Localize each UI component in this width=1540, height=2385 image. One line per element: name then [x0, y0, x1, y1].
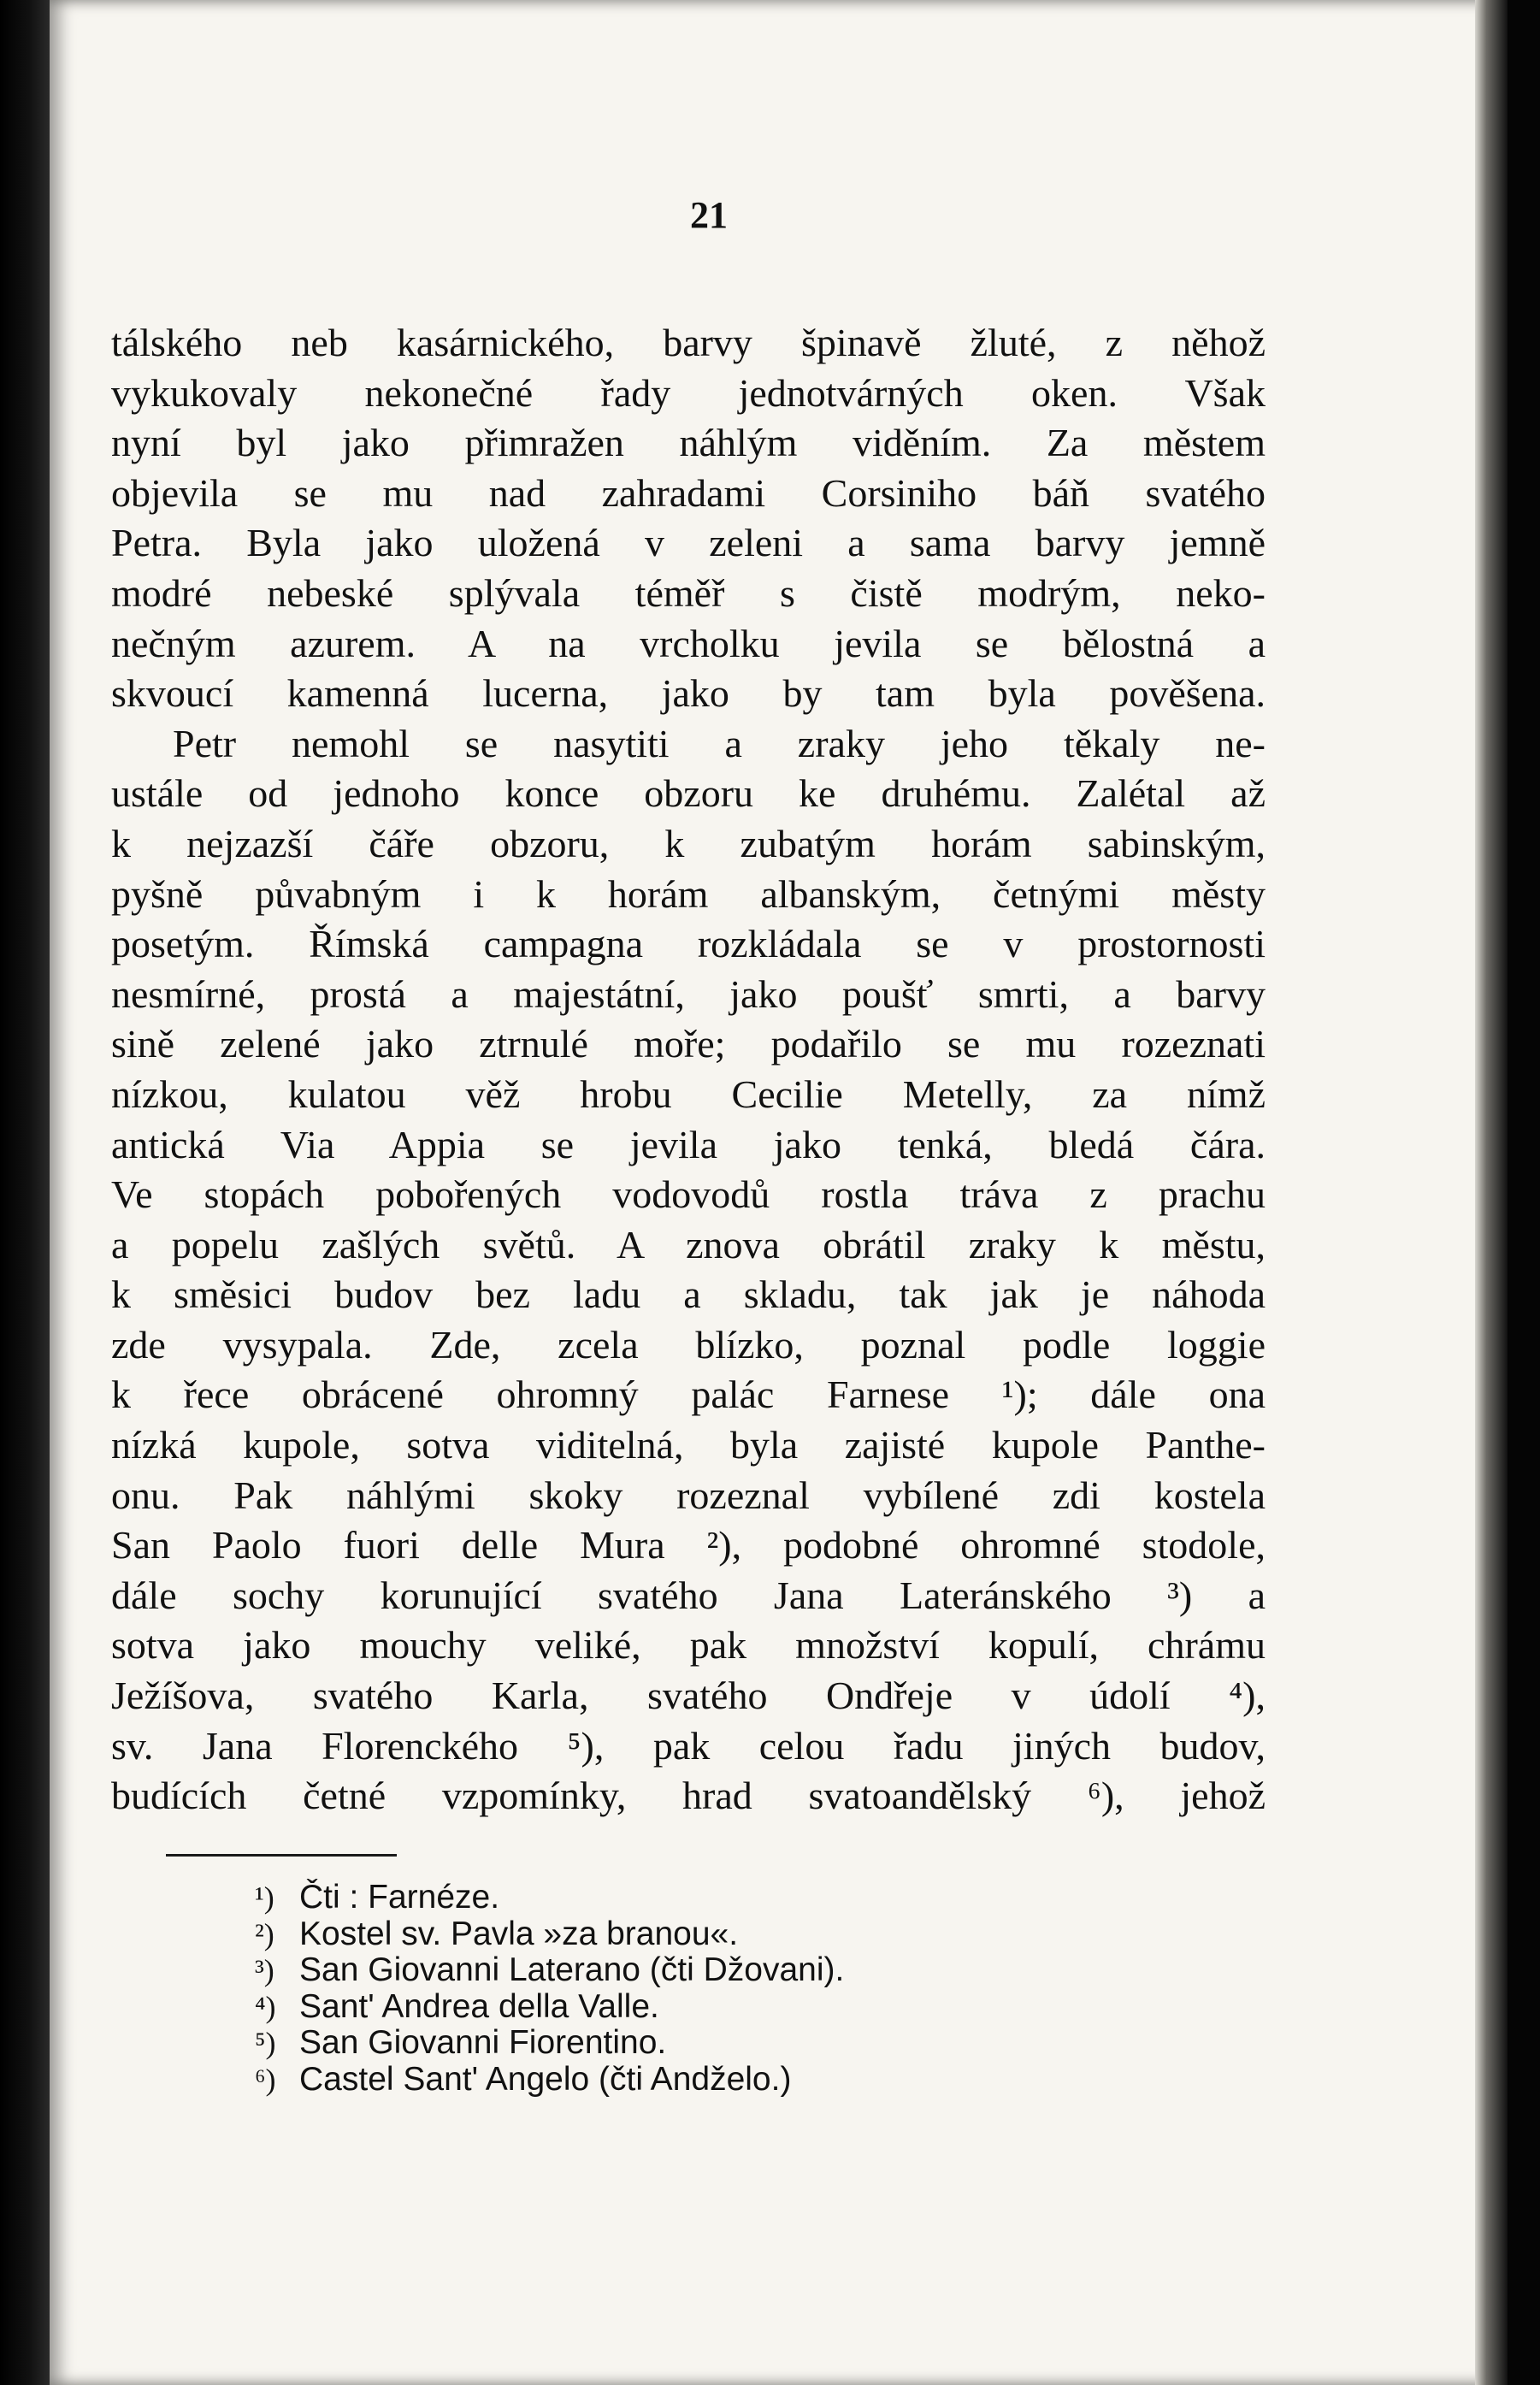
page-edge-shadow — [1475, 0, 1508, 2385]
footnote-mark: ³) — [255, 1953, 274, 1988]
text-line: dále sochy korunující svatého Jana Lateránského ³) a — [111, 1573, 1266, 1617]
text-line: pyšně půvabným i k horám albanským, četnými městy — [111, 871, 1266, 916]
text-line: k nejzazší čáře obzoru, k zubatým horám sabinským, — [111, 821, 1266, 865]
text-line: onu. Pak náhlými skoky rozeznal vybílené zdi kostela — [111, 1473, 1266, 1517]
footnote-mark: ⁴) — [255, 1989, 276, 2024]
footnote — [255, 1880, 1195, 1916]
footnote — [255, 1989, 1195, 2026]
book-page — [50, 0, 1508, 2385]
footnotes — [255, 1880, 1195, 2099]
text-line: vykukovaly nekonečné řady jednotvárných oken. Však — [111, 370, 1266, 415]
text-line: tálského neb kasárnického, barvy špinavě žluté, z něhož — [111, 321, 1266, 364]
footnote-text: Kostel sv. Pavla »za branou«. — [299, 1915, 739, 1952]
footnote-text: Sant' Andrea della Valle. — [299, 1987, 659, 2025]
text-line: San Paolo fuori delle Mura ²), podobné ohromné stodole, — [111, 1523, 1266, 1567]
text-line: nízkou, kulatou věž hrobu Cecilie Metelly, za nímž — [111, 1071, 1266, 1116]
text-line: skvoucí kamenná lucerna, jako by tam byla pověšena. — [111, 671, 1266, 716]
footnote-text: Čti : Farnéze. — [299, 1879, 500, 1916]
text-line: nečným azurem. A na vrcholku jevila se bělostná a — [111, 621, 1266, 665]
footnote-text: San Giovanni Laterano (čti Džovani). — [299, 1951, 845, 1989]
text-line: k směsici budov bez ladu a skladu, tak jak je náhoda — [111, 1272, 1266, 1317]
text-line: posetým. Římská campagna rozkládala se v prostornosti — [111, 922, 1266, 966]
page-number: 21 — [690, 194, 728, 236]
text-line: a popelu zašlých světů. A znova obrátil zraky k městu, — [111, 1222, 1266, 1266]
footnote-text: Castel Sant' Angelo (čti Andželo.) — [299, 2060, 792, 2098]
text-line: sině zelené jako ztrnulé moře; podařilo se mu rozeznati — [111, 1022, 1266, 1066]
text-line: nesmírné, prostá a majestátní, jako poušť smrti, a barvy — [111, 971, 1266, 1016]
footnote-mark: ²) — [255, 1916, 274, 1951]
footnote — [255, 2062, 1195, 2099]
text-line: zde vysypala. Zde, zcela blízko, poznal podle loggie — [111, 1322, 1266, 1367]
body-text — [111, 318, 1266, 1821]
text-line: modré nebeské splývala téměř s čistě modrým, neko- — [111, 570, 1266, 615]
text-line: Ježíšova, svatého Karla, svatého Ondřeje v údolí ⁴), — [111, 1674, 1266, 1718]
footnote — [255, 2025, 1195, 2062]
text-line: Ve stopách pobořených vodovodů rostla tráva z prachu — [111, 1172, 1266, 1217]
footnote-text: San Giovanni Fiorentino. — [299, 2024, 667, 2062]
text-line: nízká kupole, sotva viditelná, byla zajisté kupole Panthe- — [111, 1423, 1266, 1467]
text-line: antická Via Appia se jevila jako tenká, bledá čára. — [111, 1122, 1266, 1166]
book-spine-shadow — [0, 0, 50, 2385]
text-line: ustále od jednoho konce obzoru ke druhému. Zalétal až — [111, 771, 1266, 816]
text-line: objevila se mu nad zahradami Corsiniho báň svatého — [111, 470, 1266, 515]
footnote — [255, 1952, 1195, 1989]
footnote — [255, 1916, 1195, 1953]
text-line: nyní byl jako přimražen náhlým viděním. Za městem — [111, 421, 1266, 465]
text-line: k řece obrácené ohromný palác Farnese ¹); dále ona — [111, 1373, 1266, 1417]
text-line: Petr nemohl se nasytiti a zraky jeho těkaly ne- — [173, 721, 1266, 765]
text-line: sv. Jana Florenckého ⁵), pak celou řadu jiných budov, — [111, 1723, 1266, 1768]
footnote-separator — [166, 1854, 397, 1857]
text-line: sotva jako mouchy veliké, pak množství kopulí, chrámu — [111, 1623, 1266, 1668]
footnote-mark: ¹) — [255, 1880, 274, 1915]
footnote-mark: ⁶) — [255, 2062, 276, 2097]
text-line: Petra. Byla jako uložená v zeleni a sama barvy jemně — [111, 521, 1266, 565]
text-line: budících četné vzpomínky, hrad svatoandělský ⁶), jehož — [111, 1774, 1266, 1818]
footnote-mark: ⁵) — [255, 2026, 276, 2061]
